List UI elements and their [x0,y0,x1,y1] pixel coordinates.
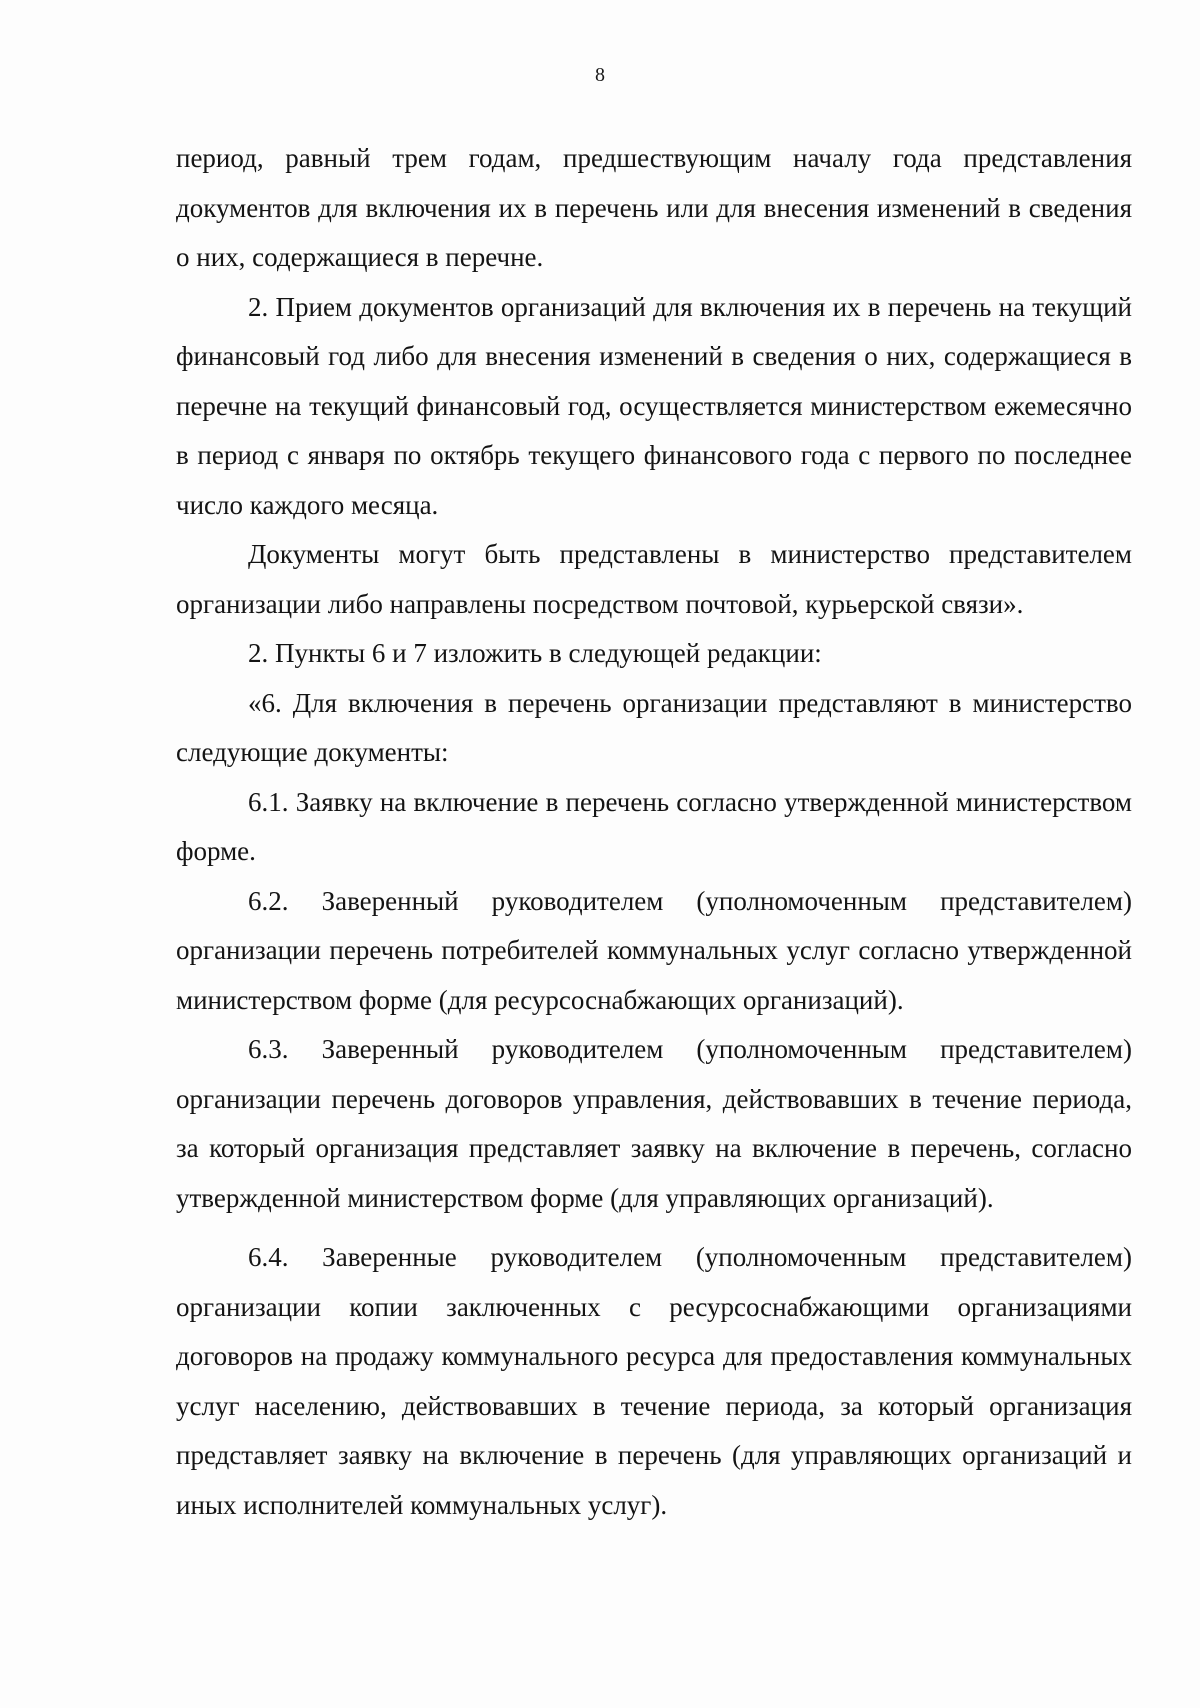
paragraph-item-6: «6. Для включения в перечень организации представляют в министерство следующие документы: [176,687,1132,767]
paragraph-item-6-1: 6.1. Заявку на включение в перечень согласно утвержденной министерством форме. [176,786,1132,866]
paragraph-item-2-acceptance: 2. Прием документов организаций для включения их в перечень на текущий финансовый год либо для внесения изменений в сведения о них, содержащиеся в перечне на текущий финансовый год, осуществляется министерством ежемесячно в период с января по октябрь текущего финансового года с первого по последнее число каждого месяца. [176,291,1132,520]
paragraph-item-6-2: 6.2. Заверенный руководителем (уполномоченным представителем) организации перечень потребителей коммунальных услуг согласно утвержденной министерством форме (для ресурсоснабжающих организаций). [176,885,1132,1015]
paragraph-item-6-3: 6.3. Заверенный руководителем (уполномоченным представителем) организации перечень договоров управления, действовавших в течение периода, за который организация представляет заявку на включение в перечень, согласно утвержденной министерством форме (для управляющих организаций). [176,1034,1132,1213]
paragraph-item-6-4: 6.4. Заверенные руководителем (уполномоченным представителем) организации копии заключенных с ресурсоснабжающими организациями договоров на продажу коммунального ресурса для предоставления коммунальных услуг населению, действовавших в течение периода, за который организация представляет заявку на включение в перечень (для управляющих организаций и иных исполнителей коммунальных услуг). [176,1242,1132,1520]
document-body [176,134,1132,1530]
paragraph-amendment-instruction: 2. Пункты 6 и 7 изложить в следующей редакции: [248,638,822,668]
paragraph-submission-methods: Документы могут быть представлены в министерство представителем организации либо направлены посредством почтовой, курьерской связи». [176,539,1132,619]
paragraph-continuation: период, равный трем годам, предшествующим началу года представления документов для включения их в перечень или для внесения изменений в сведения о них, содержащиеся в перечне. [176,143,1132,272]
page-number: 8 [595,64,605,86]
